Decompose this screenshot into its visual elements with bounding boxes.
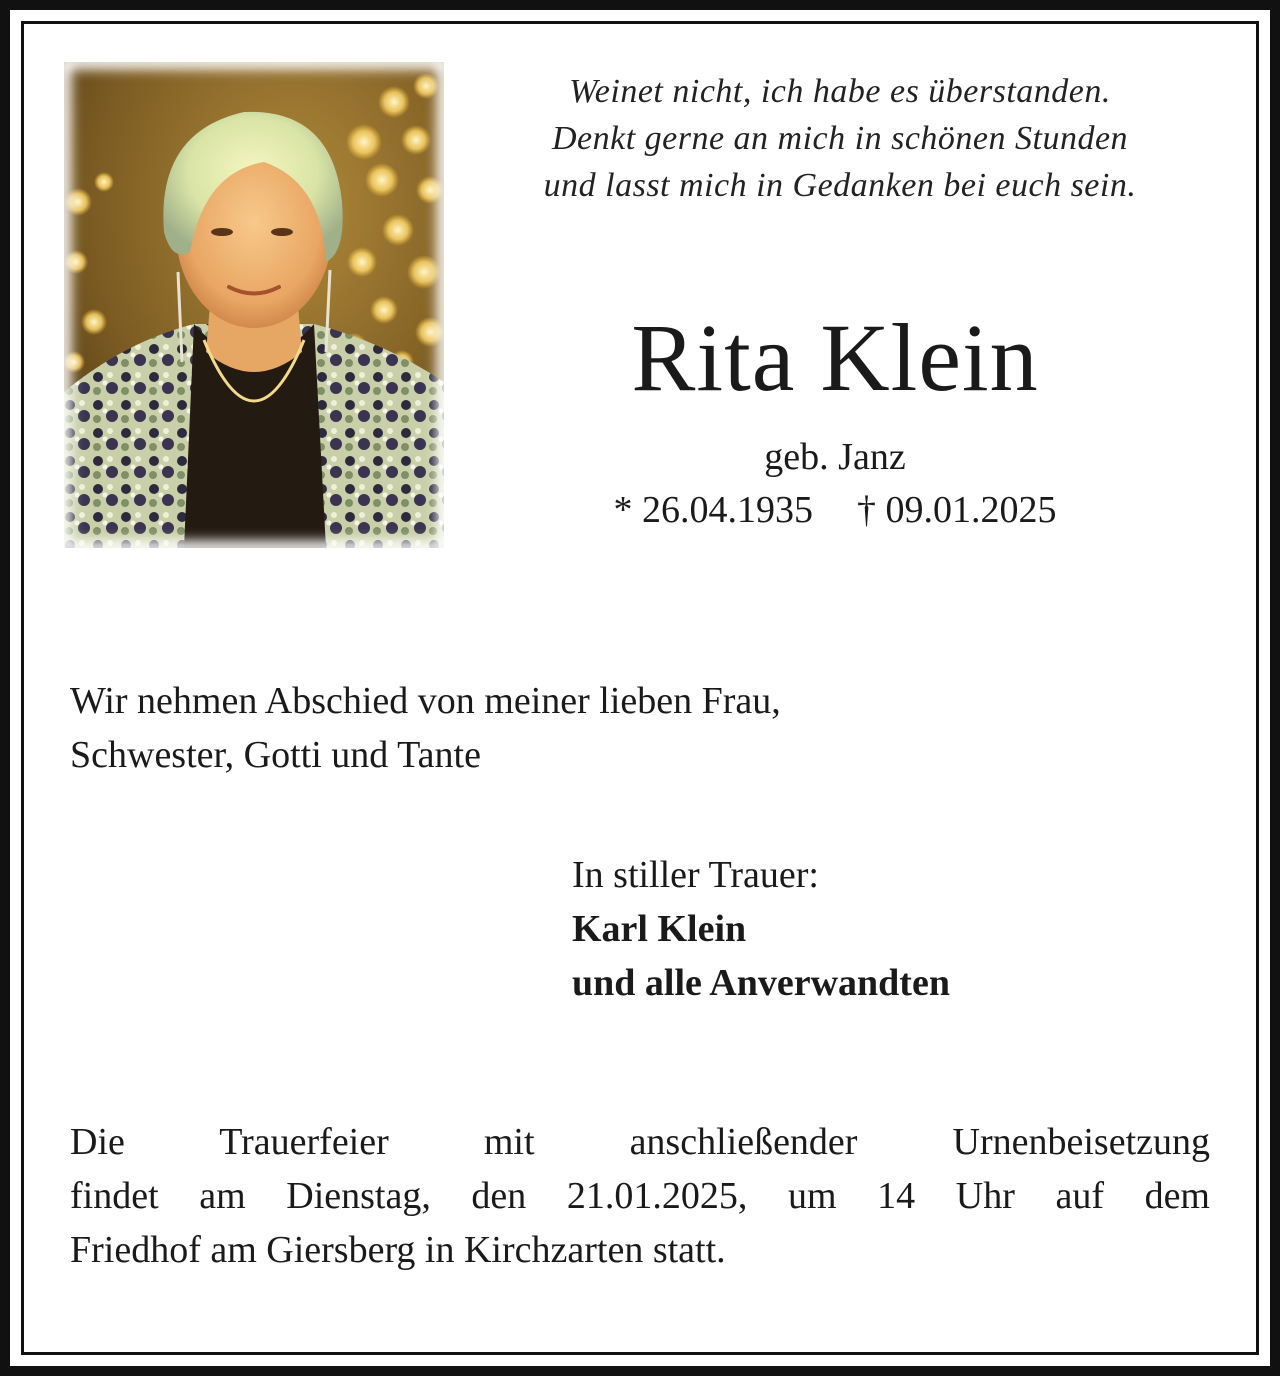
ceremony-line: findet am Dienstag, den 21.01.2025, um 14 Uhr auf dem bbox=[70, 1175, 1210, 1217]
farewell-text bbox=[70, 674, 1070, 782]
maiden-name: geb. Janz bbox=[764, 436, 906, 478]
ceremony-line: Die Trauerfeier mit anschließender Urnenbeisetzung bbox=[70, 1121, 1210, 1163]
poem-line: Denkt gerne an mich in schönen Stunden bbox=[551, 120, 1129, 157]
mourners-block bbox=[572, 848, 1192, 1010]
poem-line: Weinet nicht, ich habe es überstanden. bbox=[569, 73, 1111, 110]
farewell-line: Schwester, Gotti und Tante bbox=[70, 734, 481, 776]
ceremony-notice bbox=[70, 1115, 1210, 1277]
farewell-line: Wir nehmen Abschied von meiner lieben Frau, bbox=[70, 680, 781, 722]
portrait-photo bbox=[64, 62, 444, 548]
memorial-poem bbox=[480, 68, 1200, 209]
death-date: † 09.01.2025 bbox=[857, 489, 1057, 531]
mourners-intro: In stiller Trauer: bbox=[572, 854, 819, 896]
mourner-name: Karl Klein bbox=[572, 908, 747, 950]
deceased-name: Rita Klein bbox=[631, 304, 1039, 411]
ceremony-line: Friedhof am Giersberg in Kirchzarten statt. bbox=[70, 1229, 726, 1271]
life-dates bbox=[460, 487, 1210, 533]
poem-line: und lasst mich in Gedanken bei euch sein. bbox=[543, 167, 1137, 204]
mourner-name: und alle Anverwandten bbox=[572, 962, 950, 1004]
birth-date: * 26.04.1935 bbox=[613, 489, 813, 531]
